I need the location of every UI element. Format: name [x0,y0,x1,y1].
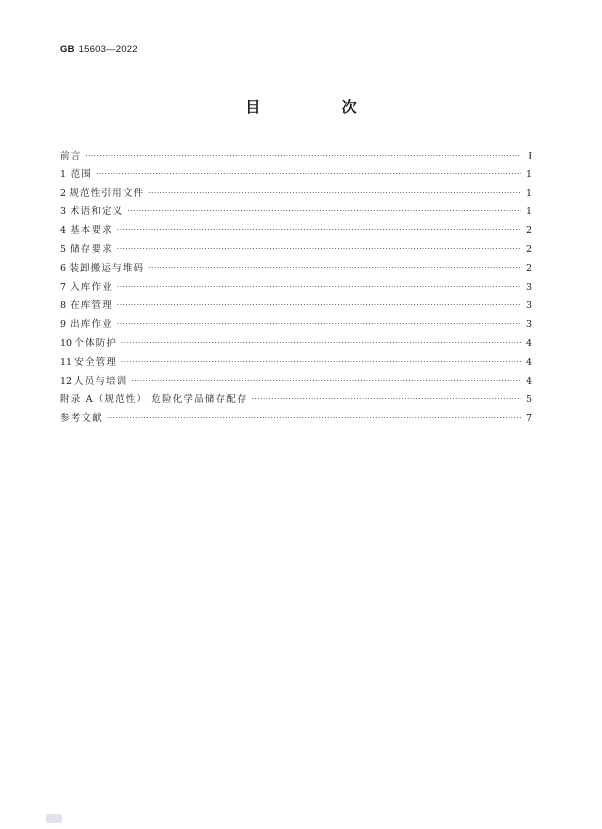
toc-dot-leader [96,165,521,184]
toc-entry-9[interactable] [60,316,532,335]
toc-dot-leader [127,202,521,221]
toc-entry-label: 在库管理 [70,300,113,312]
toc-entry-label: 基本要求 [70,225,113,237]
toc-entry-label: 安全管理 [74,356,118,368]
toc-entry-label: 前言 [60,151,82,162]
toc-dot-leader [117,278,521,297]
toc-entry-number: 10 [60,337,73,349]
toc-dot-leader [148,259,521,278]
toc-entry-3[interactable] [60,203,532,222]
toc-entry-page: 7 [525,413,532,425]
toc-entry-6[interactable] [60,260,532,279]
toc-entry-label: 规范性引用文件 [69,187,145,199]
toc-dot-leader [107,409,521,428]
toc-dot-leader [117,221,521,240]
toc-entry-4[interactable] [60,222,532,241]
table-of-contents [60,147,532,429]
toc-entry-page: 3 [525,300,532,312]
toc-dot-leader [252,390,521,409]
toc-entry-label: 参考文献 [60,413,103,425]
toc-entry-10[interactable] [60,335,532,354]
toc-entry-number: 6 [60,262,67,274]
toc-entry-label: 个体防护 [74,337,118,349]
toc-entry-page: 2 [525,262,532,274]
toc-entry-label: 入库作业 [70,281,113,293]
toc-dot-leader [121,353,521,372]
toc-entry-12[interactable] [60,373,532,392]
toc-entry-8[interactable] [60,297,532,316]
toc-dot-leader [117,240,521,259]
toc-dot-leader [121,334,521,353]
toc-entry-11[interactable] [60,354,532,373]
toc-entry-page: 2 [525,243,532,255]
toc-entry-label: 术语和定义 [69,206,124,218]
toc-dot-leader [117,315,521,334]
toc-entry-number: 5 [60,243,67,255]
toc-dot-leader [148,184,521,203]
toc-dot-leader [117,296,521,315]
toc-entry-1[interactable] [60,166,532,185]
toc-entry-page: 3 [525,319,532,331]
toc-entry-bibliography[interactable] [60,410,532,429]
toc-entry-page: 3 [525,281,532,293]
publisher-logo-icon [46,814,62,823]
toc-entry-label: 人员与培训 [73,375,128,387]
toc-entry-number: 2 [60,187,67,199]
toc-entry-5[interactable] [60,241,532,260]
toc-entry-label: 储存要求 [70,243,113,255]
toc-entry-page: 2 [525,225,532,237]
toc-dot-leader [85,147,521,166]
toc-entry-label: 附录 A（规范性） 危险化学品储存配存 [60,394,248,406]
toc-entry-page: 4 [525,356,532,368]
toc-entry-number: 1 [60,168,67,180]
toc-entry-number: 4 [60,225,67,237]
toc-entry-2[interactable] [60,185,532,204]
toc-entry-foreword[interactable] [60,147,532,166]
toc-entry-label: 出库作业 [70,319,113,331]
toc-entry-page: I [528,150,532,162]
toc-entry-number: 8 [60,300,67,312]
toc-entry-label: 装卸搬运与堆码 [69,262,145,274]
standard-prefix: GB [60,44,75,55]
toc-entry-number: 11 [60,356,73,368]
toc-entry-page: 1 [525,206,532,218]
toc-entry-page: 4 [525,337,532,349]
toc-entry-7[interactable] [60,279,532,298]
toc-entry-page: 1 [525,168,532,180]
page-title: 目 次 [245,98,395,116]
toc-entry-label: 范围 [70,168,93,180]
toc-entry-page: 4 [525,375,532,387]
toc-entry-annex-a[interactable] [60,391,532,410]
toc-entry-number: 12 [60,375,73,387]
toc-dot-leader [131,372,521,391]
standard-code [60,44,138,55]
toc-entry-number: 9 [60,319,67,331]
toc-entry-page: 1 [525,187,532,199]
toc-entry-number: 3 [60,206,67,218]
toc-entry-number: 7 [60,281,67,293]
standard-number: 15603—2022 [78,44,138,55]
toc-entry-page: 5 [525,394,532,406]
